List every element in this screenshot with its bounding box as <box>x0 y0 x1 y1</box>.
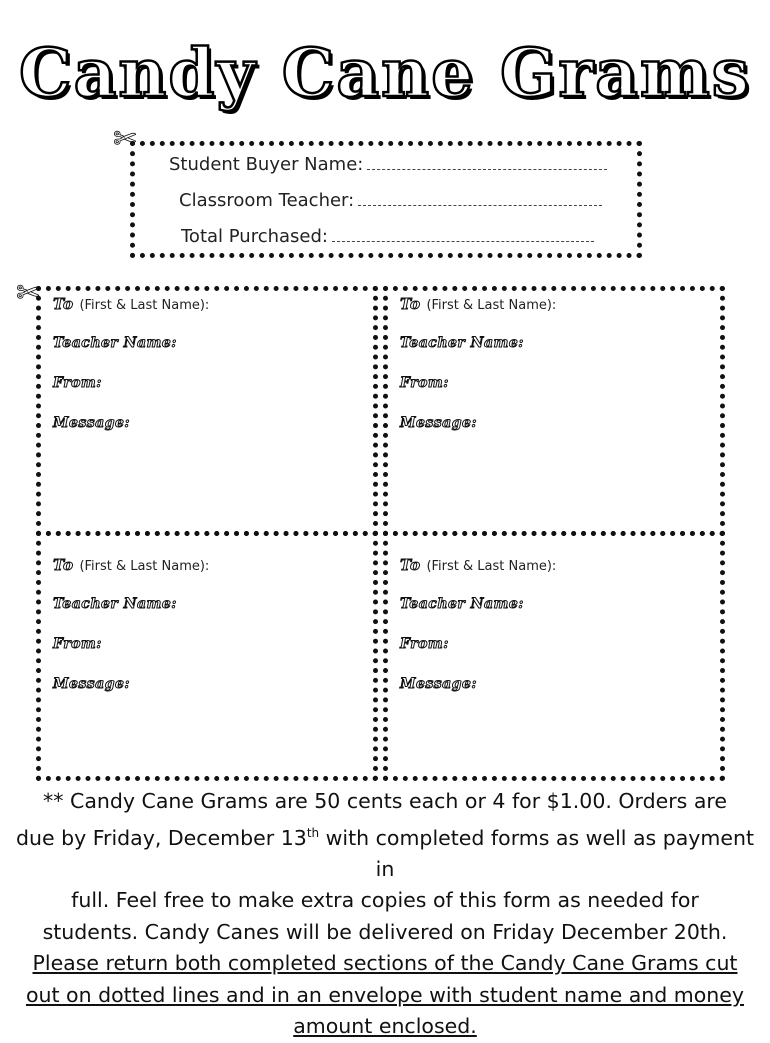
to-field <box>53 295 209 313</box>
student-buyer-name-label: Student Buyer Name: <box>169 154 364 175</box>
gram-card <box>36 286 378 536</box>
note-line: ** Candy Cane Grams are 50 cents each or 4 for $1.00. Orders are <box>43 789 727 813</box>
message-label: Message: <box>53 676 131 692</box>
message-label: Message: <box>400 676 478 692</box>
to-label: To <box>400 556 421 574</box>
instructions-note <box>14 786 756 1043</box>
total-purchased-field[interactable] <box>181 226 594 247</box>
gram-card <box>383 286 725 536</box>
scissors-icon: ✄ <box>113 122 137 155</box>
from-label: From: <box>400 636 449 652</box>
note-underlined-line: Please return both completed sections of the Candy Cane Grams cut <box>32 951 738 976</box>
to-label: To <box>53 556 74 574</box>
student-buyer-name-field[interactable] <box>169 154 607 175</box>
teacher-name-label: Teacher Name: <box>53 596 177 612</box>
to-field <box>400 295 556 313</box>
to-label: To <box>53 295 74 313</box>
buyer-info-box <box>130 141 642 258</box>
note-line: full. Feel free to make extra copies of this form as needed for <box>71 888 699 913</box>
gram-card <box>36 531 378 781</box>
page-title: Candy Cane Grams <box>19 34 751 112</box>
total-purchased-blank[interactable] <box>332 227 594 242</box>
classroom-teacher-field[interactable] <box>179 190 602 211</box>
note-text: with completed forms as well as payment in <box>319 825 755 881</box>
note-line <box>14 818 756 886</box>
scissors-icon: ✄ <box>16 276 40 309</box>
classroom-teacher-label: Classroom Teacher: <box>179 190 355 211</box>
teacher-name-label: Teacher Name: <box>400 596 524 612</box>
teacher-name-label: Teacher Name: <box>53 335 177 351</box>
to-hint: (First & Last Name): <box>426 298 557 313</box>
note-line: students. Candy Canes will be delivered on Friday December 20th. <box>42 919 728 944</box>
message-label: Message: <box>400 415 478 431</box>
gram-card <box>383 531 725 781</box>
to-hint: (First & Last Name): <box>79 298 210 313</box>
to-hint: (First & Last Name): <box>426 559 557 574</box>
note-superscript: th <box>306 825 320 840</box>
from-label: From: <box>53 636 102 652</box>
to-label: To <box>400 295 421 313</box>
to-hint: (First & Last Name): <box>79 559 210 574</box>
note-underlined-line: out on dotted lines and in an envelope with student name and money <box>25 982 745 1007</box>
note-text: due by Friday, December 13 <box>15 825 307 850</box>
classroom-teacher-blank[interactable] <box>358 191 602 206</box>
note-underlined-line: amount enclosed. <box>293 1014 477 1039</box>
student-buyer-name-blank[interactable] <box>367 155 607 170</box>
from-label: From: <box>400 375 449 391</box>
to-field <box>53 556 209 574</box>
to-field <box>400 556 556 574</box>
total-purchased-label: Total Purchased: <box>181 226 328 247</box>
message-label: Message: <box>53 415 131 431</box>
teacher-name-label: Teacher Name: <box>400 335 524 351</box>
from-label: From: <box>53 375 102 391</box>
